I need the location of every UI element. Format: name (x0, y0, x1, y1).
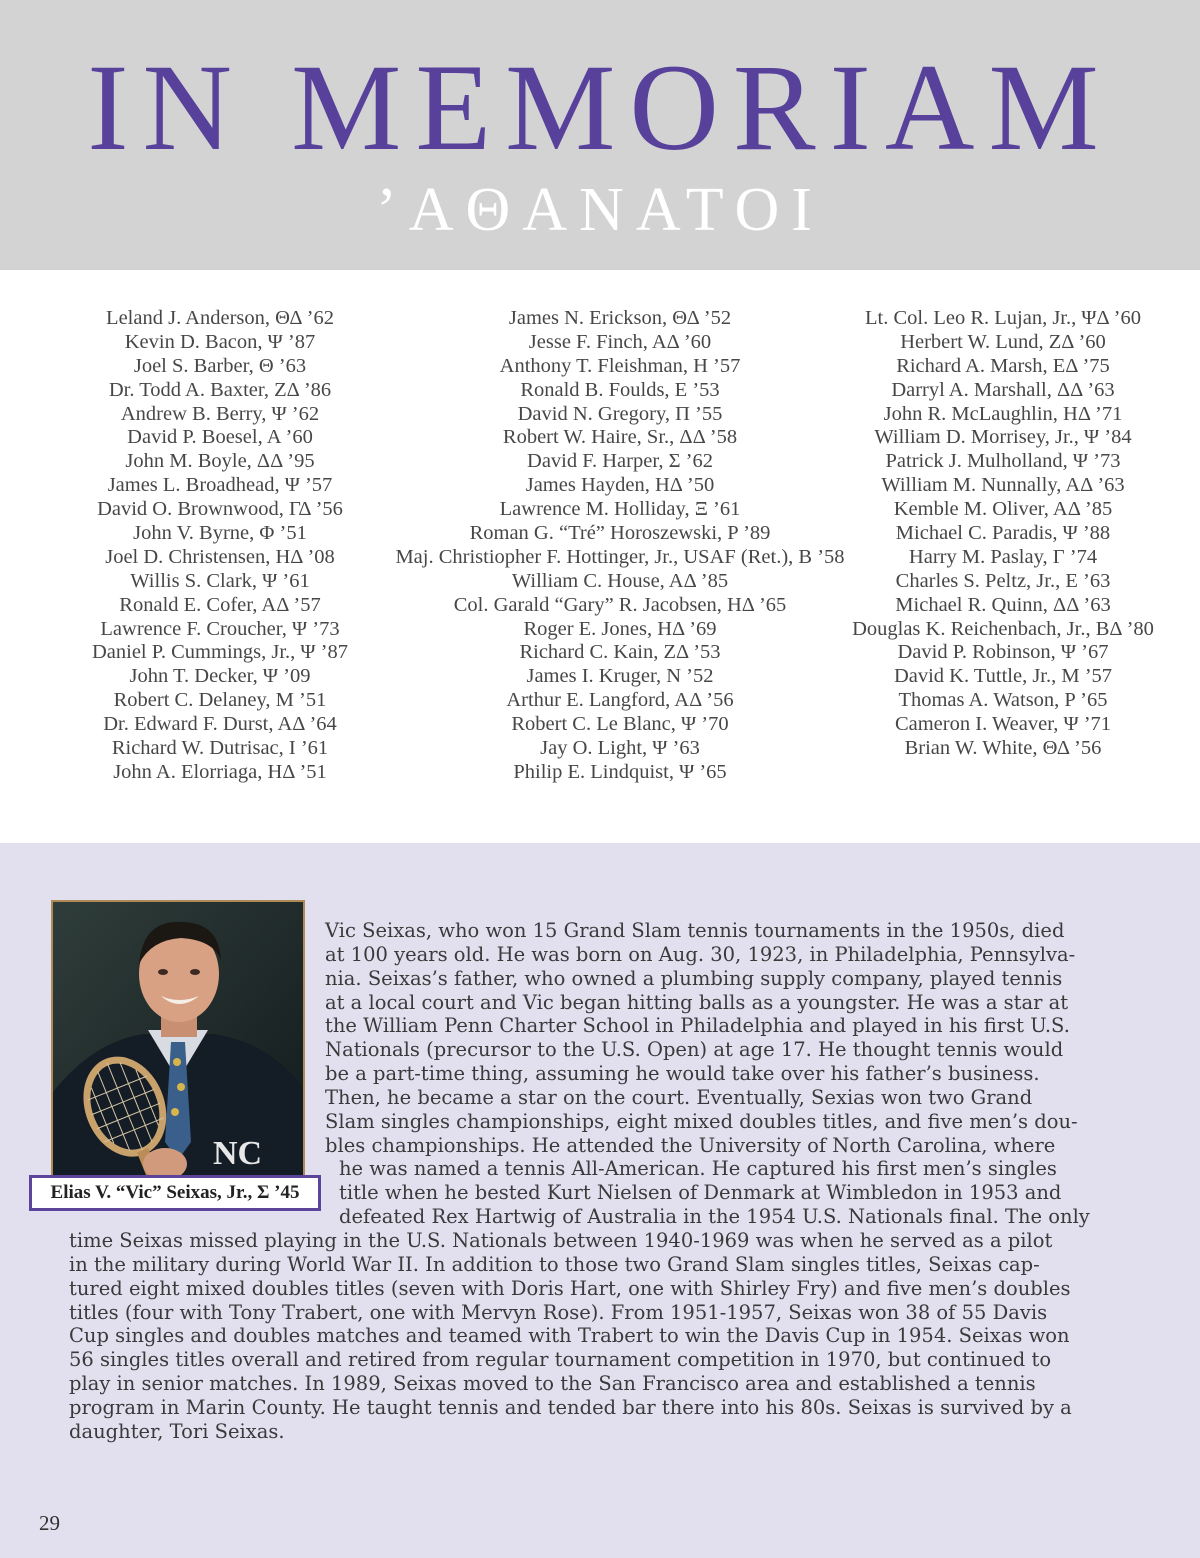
name-entry: James L. Broadhead, Ψ ’57 (107, 474, 333, 497)
name-entry: Anthony T. Fleishman, H ’57 (499, 354, 741, 377)
bio-line: Vic Seixas, who won 15 Grand Slam tennis tournaments in the 1950s, died (325, 919, 1065, 942)
name-entry: David O. Brownwood, ΓΔ ’56 (97, 498, 343, 521)
bio-line: at a local court and Vic began hitting balls as a youngster. He was a star at (325, 990, 1069, 1014)
name-entry: John A. Elorriaga, HΔ ’51 (113, 760, 327, 783)
name-entry: John M. Boyle, ΔΔ ’95 (125, 450, 315, 473)
bio-line: daughter, Tori Seixas. (69, 1419, 285, 1443)
bio-line: he was named a tennis All-American. He captured his first men’s singles (339, 1157, 1057, 1180)
name-entry: Ronald B. Foulds, E ’53 (520, 378, 720, 401)
name-entry: Daniel P. Cummings, Jr., Ψ ’87 (91, 641, 348, 664)
bio-line: program in Marin County. He taught tennis and tended bar there into his 80s. Seixas is survived by a (69, 1395, 1072, 1419)
name-entry: Richard A. Marsh, EΔ ’75 (896, 354, 1110, 377)
page-title: IN MEMORIAM (87, 39, 1113, 176)
name-entry: David P. Boesel, A ’60 (127, 426, 313, 449)
name-entry: Lawrence M. Holliday, Ξ ’61 (499, 498, 741, 521)
name-entry: William D. Morrisey, Jr., Ψ ’84 (874, 426, 1132, 449)
name-entry: John R. McLaughlin, HΔ ’71 (883, 402, 1123, 425)
bio-line: be a part-time thing, assuming he would take over his father’s business. (325, 1062, 1040, 1086)
name-entry: John V. Byrne, Φ ’51 (133, 522, 307, 545)
bio-text-bottom (69, 1229, 1072, 1444)
name-column-3 (835, 307, 1171, 761)
name-entry: Richard C. Kain, ZΔ ’53 (519, 641, 721, 664)
name-entry: Lt. Col. Leo R. Lujan, Jr., ΨΔ ’60 (865, 307, 1141, 329)
bio-line: Then, he became a star on the court. Eventually, Sexias won two Grand (325, 1085, 1033, 1109)
name-entry: Michael R. Quinn, ΔΔ ’63 (895, 593, 1111, 616)
name-entry: Jesse F. Finch, AΔ ’60 (528, 330, 712, 353)
bio-line: the William Penn Charter School in Philadelphia and played in his first U.S. (325, 1014, 1070, 1038)
svg-text:NC: NC (213, 1135, 263, 1172)
name-entry: John T. Decker, Ψ ’09 (129, 665, 311, 688)
name-entry: Michael C. Paradis, Ψ ’88 (895, 522, 1111, 545)
name-entry: Robert W. Haire, Sr., ΔΔ ’58 (502, 426, 738, 449)
name-entry: Thomas A. Watson, P ’65 (898, 689, 1108, 712)
memoriam-name-list (0, 307, 1200, 797)
header-banner (0, 0, 1200, 270)
bio-line: in the military during World War II. In addition to those two Grand Slam singles titles, Seixas cap- (69, 1252, 1040, 1276)
page-number: 29 (39, 1511, 60, 1535)
bio-line: tured eight mixed doubles titles (seven with Doris Hart, one with Shirley Fry) and five men’s doubles (69, 1276, 1071, 1300)
name-entry: Kevin D. Bacon, Ψ ’87 (124, 330, 316, 353)
name-column-2 (370, 307, 870, 785)
name-entry: Harry M. Paslay, Γ ’74 (908, 545, 1098, 568)
name-entry: Dr. Edward F. Durst, AΔ ’64 (103, 713, 337, 736)
bio-line: title when he bested Kurt Nielsen of Denmark at Wimbledon in 1953 and (339, 1180, 1062, 1204)
name-entry: Charles S. Peltz, Jr., E ’63 (895, 569, 1111, 592)
bio-line: titles (four with Tony Trabert, one with Mervyn Rose). From 1951-1957, Seixas won 38 of 55 Davis (69, 1300, 1048, 1324)
name-entry: William M. Nunnally, AΔ ’63 (881, 474, 1125, 497)
name-entry: Joel S. Barber, Θ ’63 (133, 354, 307, 377)
name-entry: Cameron I. Weaver, Ψ ’71 (894, 713, 1112, 736)
name-entry: Brian W. White, ΘΔ ’56 (904, 737, 1102, 760)
name-entry: Douglas K. Reichenbach, Jr., BΔ ’80 (852, 617, 1154, 640)
name-entry: Robert C. Le Blanc, Ψ ’70 (511, 713, 729, 736)
photo-caption: Elias V. “Vic” Seixas, Jr., Σ ’45 (29, 1175, 321, 1211)
bio-line: Cup singles and doubles matches and teamed with Trabert to win the Davis Cup in 1954. Seixas won (69, 1324, 1070, 1348)
name-entry: Robert C. Delaney, M ’51 (113, 689, 327, 712)
name-entry: Dr. Todd A. Baxter, ZΔ ’86 (108, 378, 332, 401)
name-entry: James N. Erickson, ΘΔ ’52 (508, 307, 732, 329)
bio-text-top (325, 919, 1078, 1157)
name-entry: Herbert W. Lund, ZΔ ’60 (900, 330, 1106, 353)
name-entry: Ronald E. Cofer, AΔ ’57 (119, 593, 321, 616)
name-entry: Willis S. Clark, Ψ ’61 (130, 569, 310, 592)
name-entry: Roger E. Jones, HΔ ’69 (523, 617, 717, 640)
name-entry: Kemble M. Oliver, AΔ ’85 (893, 498, 1113, 521)
name-entry: Leland J. Anderson, ΘΔ ’62 (106, 307, 334, 329)
name-entry: James Hayden, HΔ ’50 (525, 474, 715, 497)
name-entry: Lawrence F. Croucher, Ψ ’73 (100, 617, 340, 640)
name-entry: David P. Robinson, Ψ ’67 (897, 641, 1109, 664)
portrait-illustration (53, 902, 303, 1186)
name-entry: Arthur E. Langford, AΔ ’56 (506, 689, 734, 712)
bio-line: time Seixas missed playing in the U.S. Nationals between 1940-1969 was when he served as a pilot (69, 1229, 1053, 1252)
name-entry: William C. House, AΔ ’85 (511, 569, 729, 592)
bio-line: Nationals (precursor to the U.S. Open) at age 17. He thought tennis would (325, 1038, 1064, 1062)
name-entry: Andrew B. Berry, Ψ ’62 (120, 402, 320, 425)
name-entry: Philip E. Lindquist, Ψ ’65 (513, 760, 727, 783)
name-entry: Roman G. “Tré” Horoszewski, P ’89 (469, 522, 771, 545)
name-entry: Patrick J. Mulholland, Ψ ’73 (885, 450, 1121, 473)
name-entry: David K. Tuttle, Jr., M ’57 (893, 665, 1113, 688)
bio-line: bles championships. He attended the University of North Carolina, where (325, 1133, 1056, 1157)
name-entry: Maj. Christiopher F. Hottinger, Jr., USAF (Ret.), B ’58 (395, 545, 845, 568)
name-column-1 (70, 307, 370, 785)
bio-line: 56 singles titles overall and retired from regular tournament competition in 1970, but continued to (69, 1348, 1052, 1372)
bio-line: defeated Rex Hartwig of Australia in the 1954 U.S. Nationals final. The only (339, 1204, 1090, 1228)
bio-line: Slam singles championships, eight mixed doubles titles, and five men’s dou- (325, 1109, 1078, 1133)
portrait-photo (51, 900, 305, 1188)
name-entry: James I. Kruger, N ’52 (526, 665, 714, 688)
name-entry: Jay O. Light, Ψ ’63 (540, 737, 700, 760)
name-entry: Darryl A. Marshall, ΔΔ ’63 (891, 378, 1115, 401)
page-subtitle: ’AΘANATOI (376, 176, 824, 244)
bio-text-middle (339, 1157, 1090, 1229)
bio-line: nia. Seixas’s father, who owned a plumbing supply company, played tennis (325, 966, 1063, 990)
name-entry: Col. Garald “Gary” R. Jacobsen, HΔ ’65 (453, 593, 787, 616)
name-entry: David F. Harper, Σ ’62 (527, 450, 713, 473)
name-entry: Richard W. Dutrisac, I ’61 (111, 737, 329, 760)
bio-line: play in senior matches. In 1989, Seixas moved to the San Francisco area and established a tennis (69, 1372, 1036, 1396)
name-entry: Joel D. Christensen, HΔ ’08 (105, 545, 335, 568)
name-entry: David N. Gregory, Π ’55 (517, 402, 723, 425)
bio-line: at 100 years old. He was born on Aug. 30, 1923, in Philadelphia, Pennsylva- (325, 942, 1076, 966)
